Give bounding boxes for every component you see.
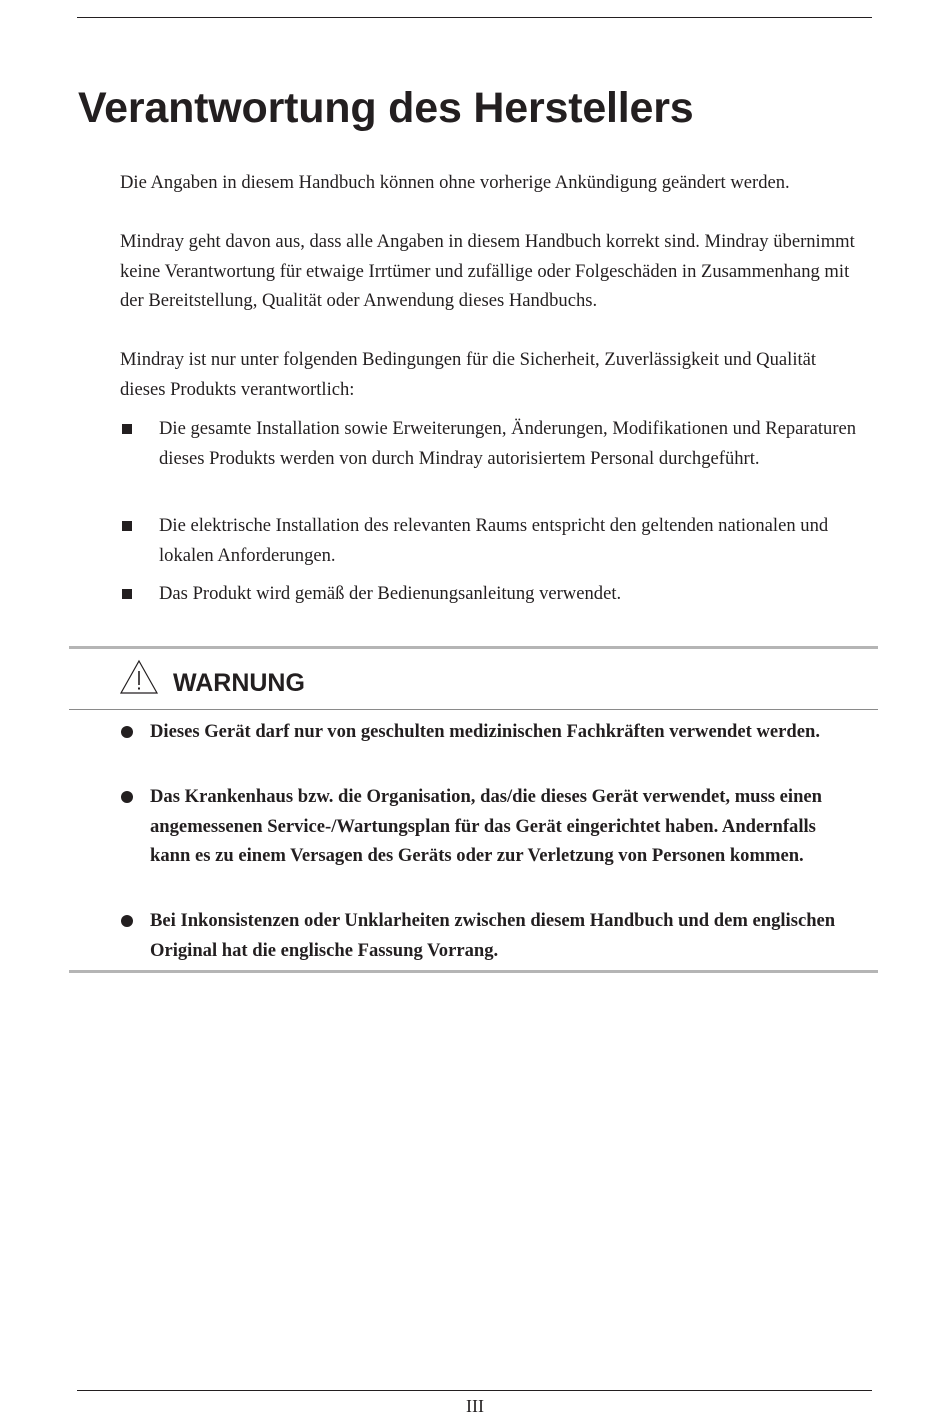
warning-separator [69,709,878,710]
warning-bottom-border [69,970,878,973]
footer-rule [77,1390,872,1391]
page-title: Verantwortung des Herstellers [78,84,694,132]
square-bullet-icon [122,589,132,599]
liability-paragraph: Mindray geht davon aus, dass alle Angaben in diesem Handbuch korrekt sind. Mindray übernimmt keine Verantwortung für etwaige Irrtümer und zufällige oder Folgeschäden in Zusammenhang mit der Bereitstellung, Qualität oder Anwendung dieses Handbuchs. [120,231,855,312]
condition-text: Die gesamte Installation sowie Erweiterungen, Änderungen, Modifikationen und Reparaturen dieses Produkts werden von durch Mindray autorisiertem Personal durchgeführt. [159,418,857,469]
square-bullet-icon [122,424,132,434]
warning-title: WARNUNG [173,669,305,697]
intro-paragraph: Die Angaben in diesem Handbuch können ohne vorherige Ankündigung geändert werden. [120,172,790,193]
square-bullet-icon [122,521,132,531]
condition-text: Die elektrische Installation des relevanten Raums entspricht den geltenden nationalen und lokalen Anforderungen. [159,515,829,566]
round-bullet-icon [121,915,133,927]
round-bullet-icon [121,726,133,738]
page-number: III [466,1396,484,1416]
warning-top-border [69,646,878,649]
warning-text: Das Krankenhaus bzw. die Organisation, das/die dieses Gerät verwendet, muss einen angemessenen Service-/Wartungsplan für das Gerät eingerichtet haben. Andernfalls kann es zu einem Versagen des Geräts oder zur Verletzung von Personen kommen. [150,786,822,867]
warning-triangle-icon [119,659,159,695]
warning-text: Dieses Gerät darf nur von geschulten medizinischen Fachkräften verwendet werden. [150,721,820,742]
round-bullet-icon [121,791,133,803]
condition-text: Das Produkt wird gemäß der Bedienungsanleitung verwendet. [159,583,622,604]
warning-text: Bei Inkonsistenzen oder Unklarheiten zwischen diesem Handbuch und dem englischen Original hat die englische Fassung Vorrang. [150,910,836,961]
header-rule [77,17,872,18]
conditions-intro-paragraph: Mindray ist nur unter folgenden Bedingungen für die Sicherheit, Zuverlässigkeit und Qualität dieses Produkts verantwortlich: [120,349,817,400]
